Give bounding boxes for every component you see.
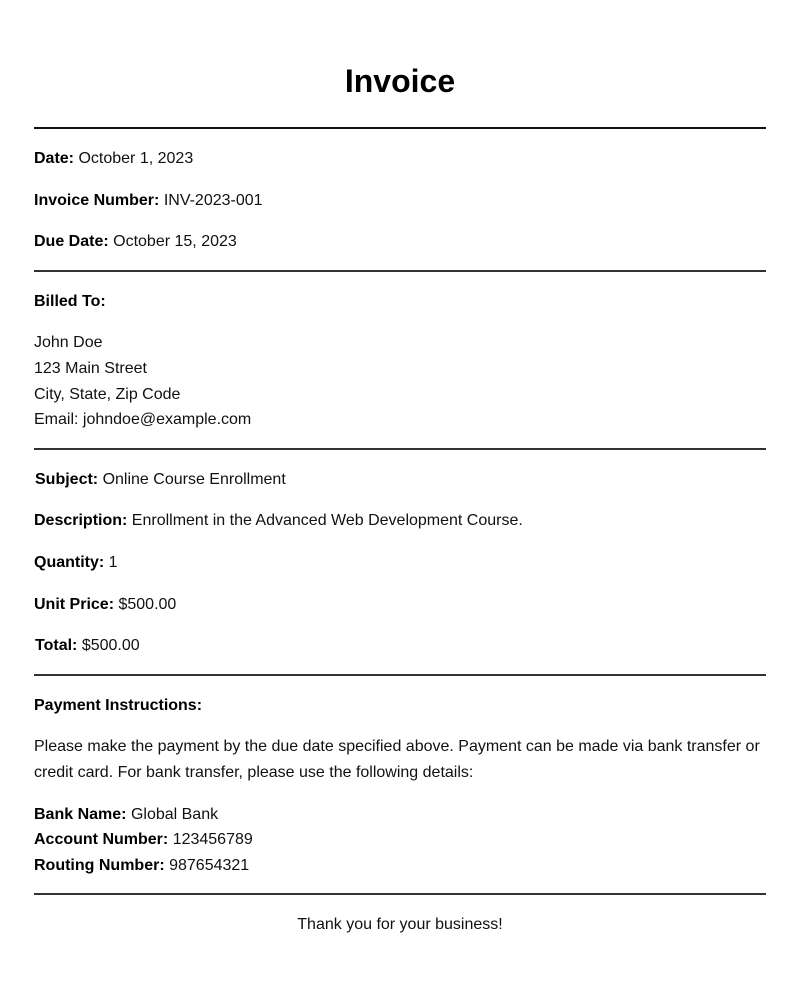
routing-number-value: 987654321 (169, 857, 250, 874)
payment-heading-row (34, 695, 774, 717)
title-divider (34, 127, 766, 129)
total-label: Total: (35, 637, 78, 654)
billed-to-heading-row (34, 291, 774, 313)
invoice-number-value: INV-2023-001 (163, 192, 263, 209)
due-date-label: Due Date: (34, 233, 109, 250)
routing-number-label: Routing Number: (34, 857, 165, 874)
description-label: Description: (34, 512, 128, 529)
bank-name-row (34, 804, 774, 826)
payment-instructions: Please make the payment by the due date specified above. Payment can be made via bank transfer or credit card. For bank transfer, please use the following details: (34, 738, 760, 781)
routing-number-row (34, 855, 774, 877)
invoice-number-row (34, 190, 774, 212)
subject-label: Subject: (35, 471, 99, 488)
unit-price-row (34, 594, 774, 616)
account-number-row (34, 829, 774, 851)
date-value: October 1, 2023 (78, 150, 194, 167)
billed-to-street: 123 Main Street (34, 360, 147, 377)
date-row (34, 148, 774, 170)
item-divider (34, 674, 766, 676)
payment-divider (34, 893, 766, 895)
payment-heading: Payment Instructions: (34, 697, 203, 714)
page-title: Invoice (344, 63, 456, 99)
description-row (34, 510, 774, 532)
account-number-label: Account Number: (34, 831, 169, 848)
description-value: Enrollment in the Advanced Web Development Course. (131, 512, 523, 529)
billed-to-city: City, State, Zip Code (34, 386, 181, 403)
subject-row (35, 469, 775, 491)
unit-price-value: $500.00 (118, 596, 177, 613)
bank-name-value: Global Bank (130, 806, 219, 823)
meta-divider (34, 270, 766, 272)
footer-thanks: Thank you for your business! (297, 916, 503, 933)
quantity-label: Quantity: (34, 554, 105, 571)
total-value: $500.00 (81, 637, 140, 654)
billed-to-name: John Doe (34, 334, 103, 351)
due-date-value: October 15, 2023 (113, 233, 237, 250)
account-number-value: 123456789 (172, 831, 253, 848)
billed-to-divider (34, 448, 766, 450)
billed-to-heading: Billed To: (34, 293, 106, 310)
bank-name-label: Bank Name: (34, 806, 127, 823)
date-label: Date: (34, 150, 75, 167)
quantity-row (34, 552, 774, 574)
due-date-row (34, 231, 774, 253)
quantity-value: 1 (108, 554, 118, 571)
unit-price-label: Unit Price: (34, 596, 115, 613)
subject-value: Online Course Enrollment (102, 471, 286, 488)
total-row (35, 635, 775, 657)
invoice-number-label: Invoice Number: (34, 192, 160, 209)
billed-to-email: Email: johndoe@example.com (34, 411, 252, 428)
